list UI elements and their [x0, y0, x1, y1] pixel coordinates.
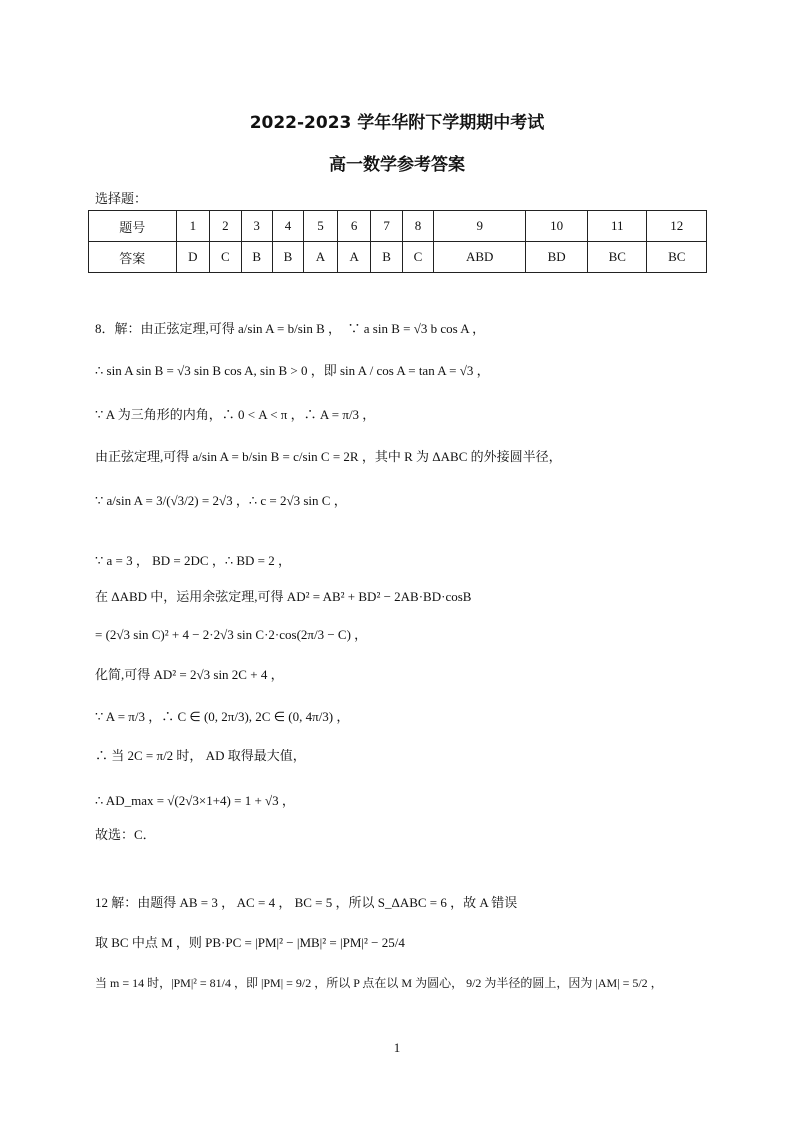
answer-cell: BD	[526, 242, 588, 273]
question-number: 6	[337, 211, 371, 242]
answer-cell: C	[402, 242, 433, 273]
document-title: 2022-2023 学年华附下学期期中考试	[249, 113, 545, 133]
answer-cell: ABD	[434, 242, 526, 273]
solution12-line: 当 m = 14 时，|PM|² = 81/4 ，即 |PM| = 9/2 ，所以 P 点在以 M 为圆心， 9/2 为半径的圆上，因为 |AM| = 5/2 ，	[95, 976, 663, 990]
question-number: 5	[304, 211, 338, 242]
solution8-line: ∵ a/sin A = 3/(√3/2) = 2√3 ，∴ c = 2√3 sin C ，	[95, 493, 347, 508]
solution8-line: ∴ 当 2C = π/2 时， AD 取得最大值，	[95, 748, 306, 763]
solution8-line: 在 ΔABD 中，运用余弦定理,可得 AD² = AB² + BD² − 2AB·BD·cosB	[95, 589, 472, 604]
solution8-line: 由正弦定理,可得 a/sin A = b/sin B = c/sin C = 2R ，其中 R 为 ΔABC 的外接圆半径，	[95, 449, 562, 464]
solution8-line: ∴ AD_max = √(2√3×1+4) = 1 + √3 ，	[95, 793, 295, 808]
answer-table	[88, 210, 707, 273]
solution8-line: 故选：C．	[95, 827, 156, 842]
solution8-line: ∵ A 为三角形的内角，∴ 0 < A < π ，∴ A = π/3 ，	[95, 407, 376, 422]
answer-cell: D	[176, 242, 210, 273]
solution12-line: 12 解：由题得 AB = 3 ， AC = 4 ， BC = 5 ，所以 S_ΔABC = 6 ，故 A 错误	[95, 895, 518, 910]
table-header-cell: 答案	[89, 242, 177, 273]
solution8-line: 8．解：由正弦定理,可得 a/sin A = b/sin B ， ∵ a sin B = √3 b cos A ，	[95, 321, 486, 336]
answer-cell: B	[241, 242, 272, 273]
answer-cell: C	[210, 242, 241, 273]
question-number: 8	[402, 211, 433, 242]
question-number: 7	[371, 211, 402, 242]
solution8-line: ∵ a = 3 ， BD = 2DC ，∴ BD = 2 ，	[95, 553, 291, 568]
document-subtitle: 高一数学参考答案	[329, 155, 465, 175]
answer-cell: A	[337, 242, 371, 273]
solution8-line: ∴ sin A sin B = √3 sin B cos A, sin B > 0 ，即 sin A / cos A = tan A = √3 ，	[95, 363, 490, 378]
solution8-line: = (2√3 sin C)² + 4 − 2·2√3 sin C·2·cos(2π/3 − C) ，	[95, 627, 368, 642]
answer-cell: BC	[588, 242, 647, 273]
question-number: 3	[241, 211, 272, 242]
page-number: 1	[393, 1040, 401, 1055]
answer-cell: BC	[647, 242, 707, 273]
section-label: 选择题：	[95, 192, 148, 207]
answer-cell: B	[371, 242, 402, 273]
table-row-numbers	[89, 211, 707, 242]
table-header-cell: 题号	[89, 211, 177, 242]
table-row-answers	[89, 242, 707, 273]
question-number: 10	[526, 211, 588, 242]
question-number: 4	[272, 211, 303, 242]
solution12-line: 取 BC 中点 M ，则 PB·PC = |PM|² − |MB|² = |PM|² − 25/4	[95, 935, 405, 950]
answer-cell: B	[272, 242, 303, 273]
solution8-line: 化简,可得 AD² = 2√3 sin 2C + 4 ，	[95, 667, 284, 682]
question-number: 11	[588, 211, 647, 242]
question-number: 2	[210, 211, 241, 242]
solution8-line: ∵ A = π/3 ，∴ C ∈ (0, 2π/3), 2C ∈ (0, 4π/3) ，	[95, 709, 350, 724]
question-number: 1	[176, 211, 210, 242]
answer-cell: A	[304, 242, 338, 273]
question-number: 12	[647, 211, 707, 242]
question-number: 9	[434, 211, 526, 242]
